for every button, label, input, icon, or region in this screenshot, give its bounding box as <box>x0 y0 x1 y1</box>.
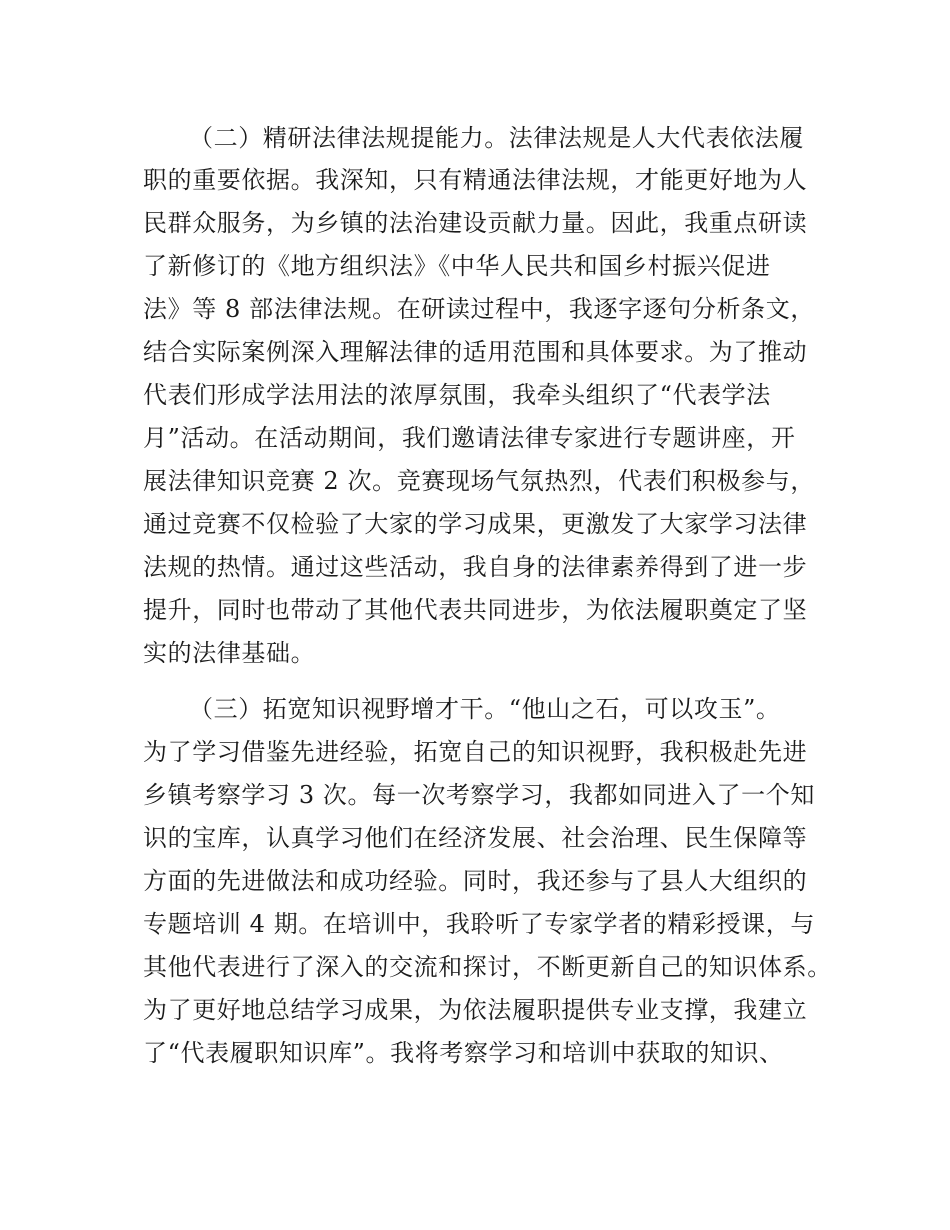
text-line: 月”活动。在活动期间，我们邀请法律专家进行专题讲座，开 <box>143 424 796 452</box>
text-line: 了“代表履职知识库”。我将考察学习和培训中获取的知识、 <box>143 1039 784 1067</box>
text-line: 识的宝库，认真学习他们在经济发展、社会治理、民生保障等 <box>143 824 808 852</box>
text-line: 为了学习借鉴先进经验，拓宽自己的知识视野，我积极赴先进 <box>143 738 808 766</box>
text-line: 方面的先进做法和成功经验。同时，我还参与了县人大组织的 <box>143 867 808 895</box>
text-line: 实的法律基础。 <box>143 639 316 667</box>
text-line: 为了更好地总结学习成果，为依法履职提供专业支撑，我建立 <box>143 996 808 1024</box>
text-line: 职的重要依据。我深知，只有精通法律法规，才能更好地为人 <box>143 166 808 194</box>
text-line: （三）拓宽知识视野增才干。“他山之石，可以攻玉”。 <box>189 695 781 723</box>
text-line: 法》等 8 部法律法规。在研读过程中，我逐字逐句分析条文， <box>143 295 815 323</box>
text-line: 了新修订的《地方组织法》《中华人民共和国乡村振兴促进 <box>143 252 771 280</box>
text-line: 专题培训 4 期。在培训中，我聆听了专家学者的精彩授课，与 <box>143 910 815 938</box>
text-line: 乡镇考察学习 3 次。每一次考察学习，我都如同进入了一个知 <box>143 781 815 809</box>
text-line: 通过竞赛不仅检验了大家的学习成果，更激发了大家学习法律 <box>143 510 808 538</box>
text-line: 展法律知识竞赛 2 次。竞赛现场气氛热烈，代表们积极参与， <box>143 467 815 495</box>
text-line: （二）精研法律法规提能力。法律法规是人大代表依法履 <box>189 124 804 152</box>
text-line: 民群众服务，为乡镇的法治建设贡献力量。因此，我重点研读 <box>143 209 808 237</box>
text-line: 代表们形成学法用法的浓厚氛围，我牵头组织了“代表学法 <box>143 381 771 409</box>
text-line: 结合实际案例深入理解法律的适用范围和具体要求。为了推动 <box>143 338 808 366</box>
text-line: 提升，同时也带动了其他代表共同进步，为依法履职奠定了坚 <box>143 596 808 624</box>
text-line: 法规的热情。通过这些活动，我自身的法律素养得到了进一步 <box>143 553 808 581</box>
text-line: 其他代表进行了深入的交流和探讨，不断更新自己的知识体系。 <box>143 953 832 981</box>
